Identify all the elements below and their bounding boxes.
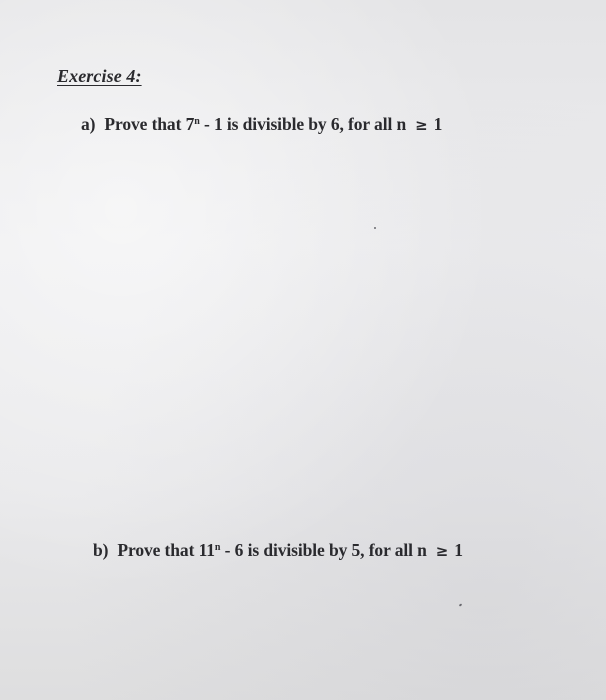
question-b-text-end: - 6 is divisible by 5, for all n [220, 540, 427, 560]
question-b [93, 540, 463, 561]
question-a-bound: 1 [433, 114, 443, 134]
question-a-exponent: n [194, 116, 200, 127]
question-b-exponent: n [214, 542, 221, 553]
question-a [81, 114, 442, 135]
question-a-relation: ≥ [415, 116, 428, 134]
question-a-text-end: - 1 is divisible by 6, for all n [199, 114, 407, 134]
pen-mark [459, 603, 463, 606]
question-a-text-start: Prove that 7 [104, 114, 195, 134]
question-b-text-start: Prove that 11 [117, 540, 215, 560]
exercise-title: Exercise 4: [57, 66, 142, 86]
question-a-label: a) [81, 114, 96, 134]
question-b-relation: ≥ [435, 542, 449, 560]
question-b-bound: 1 [454, 540, 463, 560]
paper-speck [374, 227, 376, 229]
question-b-label: b) [93, 540, 109, 560]
